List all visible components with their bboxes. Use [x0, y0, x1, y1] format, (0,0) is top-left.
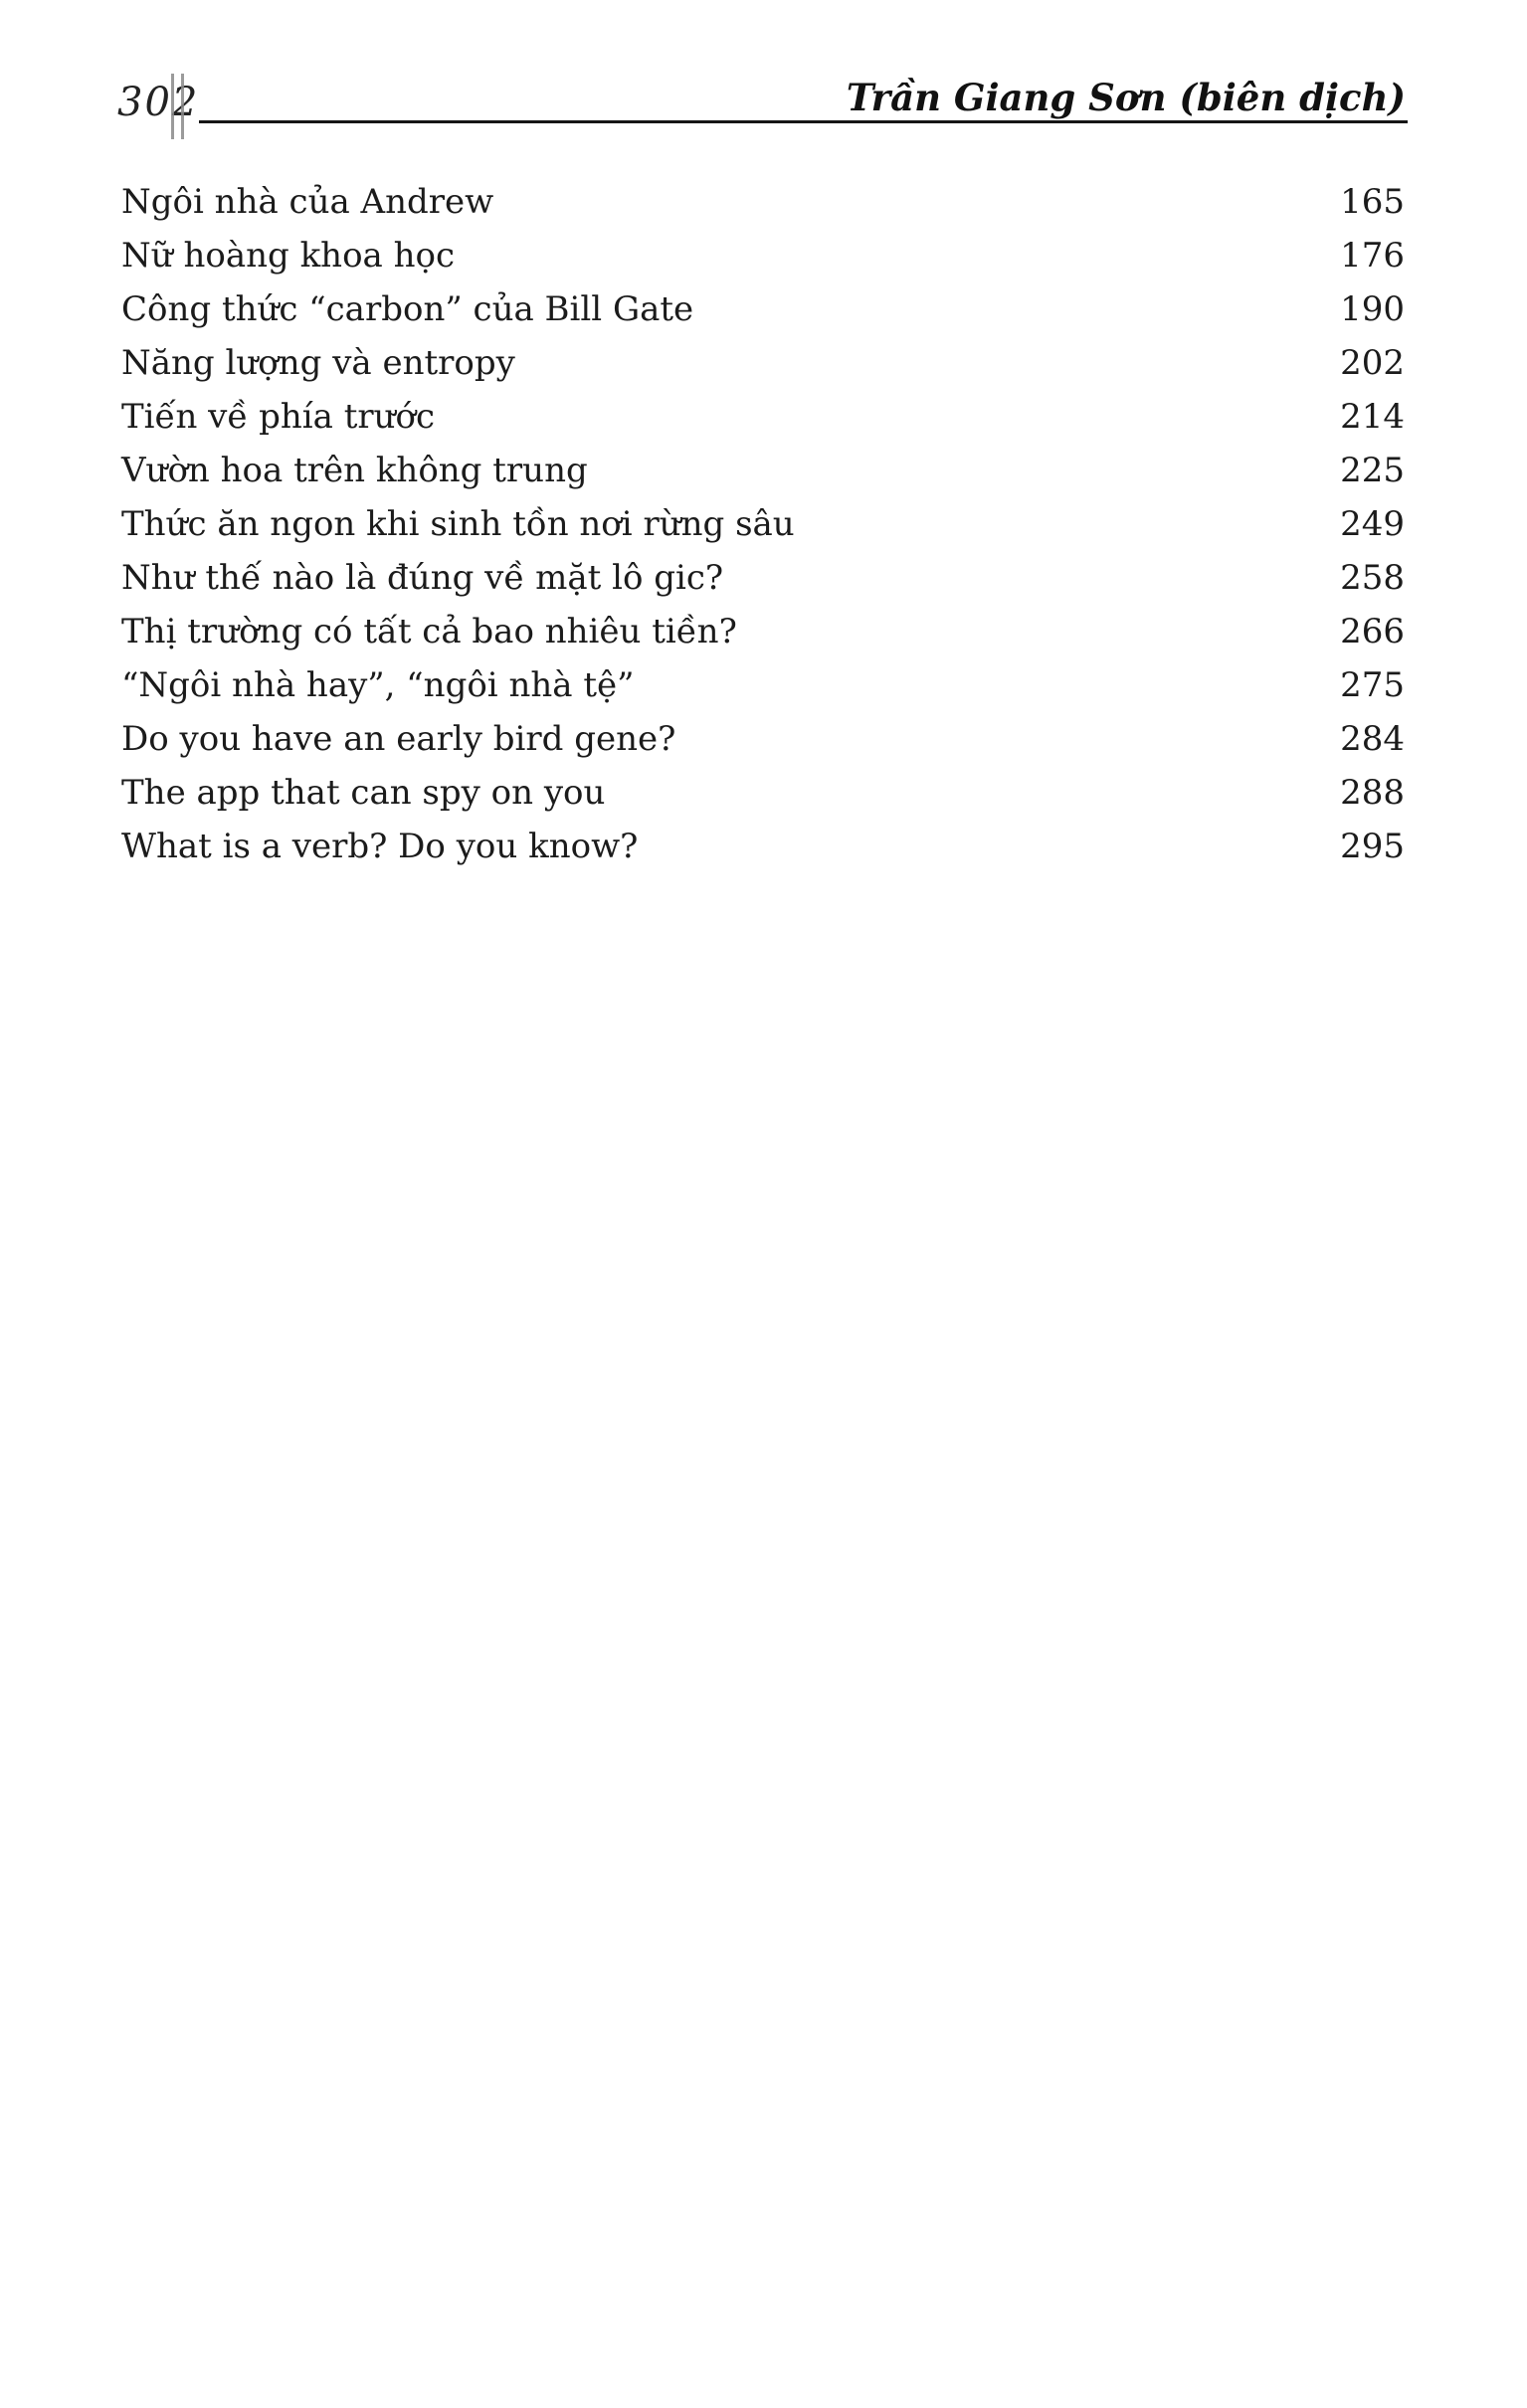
header-translator-title: Trần Giang Sơn (biên dịch) [846, 76, 1406, 119]
toc-entry-page: 275 [1340, 665, 1405, 705]
toc-entry-page: 266 [1340, 612, 1405, 651]
toc-entry-page: 295 [1340, 827, 1405, 866]
toc-entry-title: Thức ăn ngon khi sinh tồn nơi rừng sâu [121, 504, 795, 544]
toc-entry [121, 282, 1405, 336]
header-divider-ornament [171, 74, 184, 139]
toc-entry-title: What is a verb? Do you know? [121, 827, 639, 866]
toc-entry-page: 202 [1340, 343, 1405, 383]
toc-entry-page: 284 [1340, 719, 1405, 759]
toc-entry [121, 605, 1405, 658]
toc-entry [121, 820, 1405, 873]
toc-entry-page: 288 [1340, 773, 1405, 813]
toc-entry-title: The app that can spy on you [121, 773, 606, 813]
page-number: 302 [117, 80, 200, 125]
toc-entry-page: 176 [1340, 236, 1405, 276]
toc-entry-page: 165 [1340, 182, 1405, 222]
toc-entry-title: Tiến về phía trước [121, 397, 436, 437]
toc-entry [121, 766, 1405, 820]
toc-entry-title: Nữ hoàng khoa học [121, 236, 456, 276]
toc-entry-title: Vườn hoa trên không trung [121, 451, 588, 490]
toc-entry-title: Công thức “carbon” của Bill Gate [121, 289, 694, 329]
toc-entry-title: Do you have an early bird gene? [121, 719, 676, 759]
toc-entry-title: Ngôi nhà của Andrew [121, 182, 494, 222]
toc-entry-title: “Ngôi nhà hay”, “ngôi nhà tệ” [121, 665, 635, 705]
toc-entry-title: Như thế nào là đúng về mặt lô gic? [121, 558, 724, 598]
toc-entry [121, 551, 1405, 605]
toc-entry-page: 249 [1340, 504, 1405, 544]
toc-entry-title: Thị trường có tất cả bao nhiêu tiền? [121, 612, 737, 651]
header-rule [199, 120, 1408, 123]
toc-entry-page: 190 [1340, 289, 1405, 329]
toc-entry [121, 336, 1405, 390]
toc-entry-title: Năng lượng và entropy [121, 343, 515, 383]
toc-entry [121, 712, 1405, 766]
toc-entry-page: 225 [1340, 451, 1405, 490]
toc-entry [121, 390, 1405, 444]
page-header [0, 0, 1527, 159]
toc-entry-page: 214 [1340, 397, 1405, 437]
toc-entry [121, 229, 1405, 282]
toc-entry [121, 658, 1405, 712]
toc-entry-page: 258 [1340, 558, 1405, 598]
table-of-contents [121, 175, 1405, 873]
toc-entry [121, 497, 1405, 551]
toc-entry [121, 175, 1405, 229]
toc-entry [121, 444, 1405, 497]
